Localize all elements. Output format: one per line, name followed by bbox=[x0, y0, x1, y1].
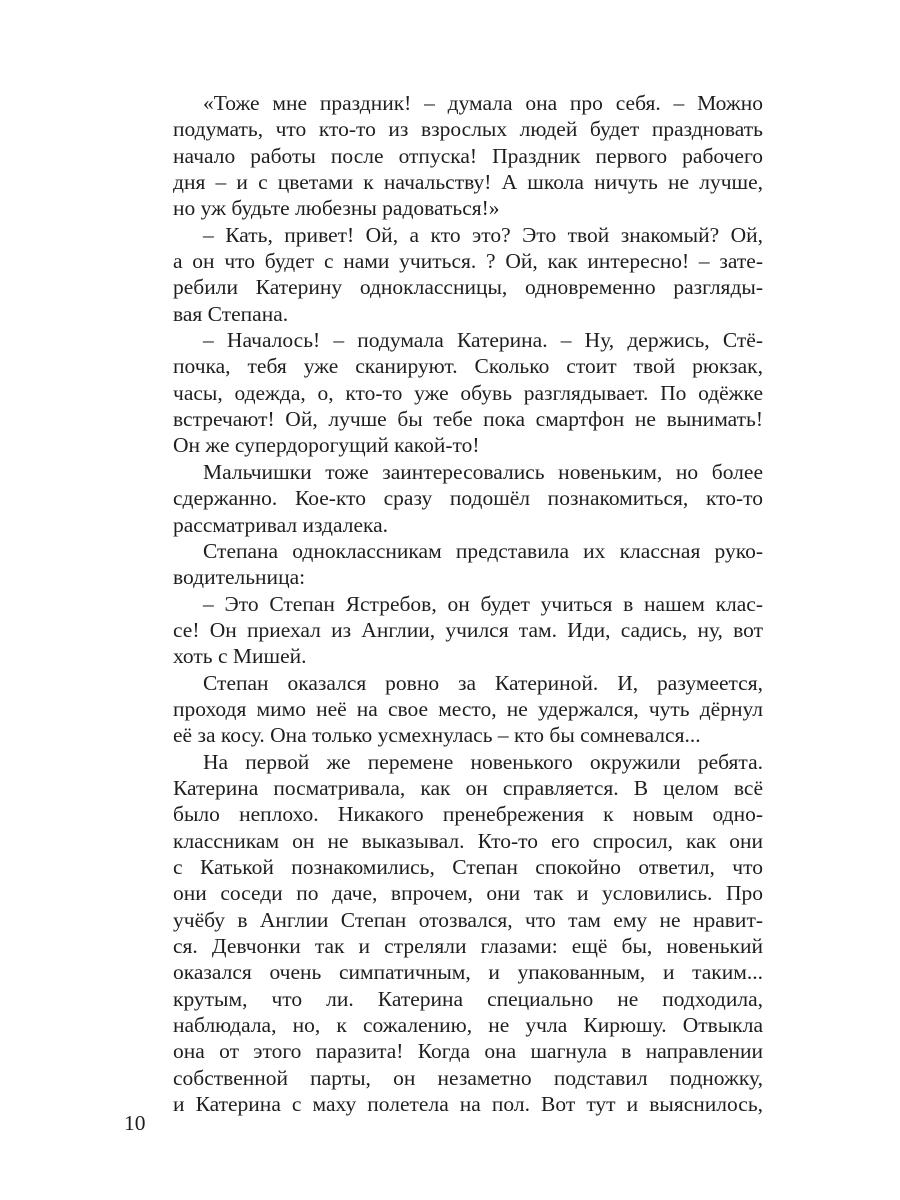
text-line: с Катькой познакомились, Степан спокойно ответил, что bbox=[173, 854, 763, 879]
text-line: хоть с Мишей. bbox=[173, 644, 307, 669]
text-line: начало работы после отпуска! Праздник первого рабочего bbox=[173, 143, 763, 168]
paragraph-first-line: – Началось! – подумала Катерина. – Ну, держись, Стё- bbox=[203, 328, 763, 353]
text-line: собственной парты, он незаметно подставил подножку, bbox=[173, 1065, 763, 1090]
text-line: се! Он приехал из Англии, учился там. Иди, садись, ну, вот bbox=[173, 617, 763, 642]
text-line: ся. Девчонки так и стреляли глазами: ещё бы, новенький bbox=[173, 934, 763, 958]
text-line: оказался очень симпатичным, и упакованным, и таким... bbox=[173, 960, 763, 985]
text-line: рассматривал издалека. bbox=[173, 512, 389, 537]
text-line: было неплохо. Никакого пренебрежения к новым одно- bbox=[173, 802, 763, 827]
text-line: подумать, что кто-то из взрослых людей будет праздновать bbox=[173, 117, 763, 142]
text-line: часы, одежда, о, кто-то уже обувь разглядывает. По одёжке bbox=[173, 380, 763, 405]
paragraph-first-line: Степана одноклассникам представила их классная руко- bbox=[203, 538, 763, 563]
page-number: 10 bbox=[124, 1111, 146, 1135]
text-line: но уж будьте любезны радоваться!» bbox=[173, 196, 500, 221]
text-line: и Катерина с маху полетела на пол. Вот тут и выяснилось, bbox=[173, 1092, 763, 1117]
paragraph-first-line: Мальчишки тоже заинтересовались новеньким, но более bbox=[203, 459, 763, 484]
paragraph-first-line: «Тоже мне праздник! – думала она про себя. – Можно bbox=[203, 91, 763, 115]
text-line: вая Степана. bbox=[173, 301, 289, 326]
body-text bbox=[173, 90, 763, 1117]
text-line: а он что будет с нами учиться. ? Ой, как интересно! – зате- bbox=[173, 249, 763, 274]
text-line: учёбу в Англии Степан отозвался, что там ему не нравит- bbox=[173, 907, 763, 932]
text-line: проходя мимо неё на свое место, не удержался, чуть дёрнул bbox=[173, 696, 763, 721]
text-line: почка, тебя уже сканируют. Сколько стоит твой рюкзак, bbox=[173, 354, 763, 379]
paragraph-first-line: – Кать, привет! Ой, а кто это? Это твой знакомый? Ой, bbox=[203, 222, 763, 247]
text-line: она от этого паразита! Когда она шагнула в направлении bbox=[173, 1039, 763, 1064]
text-line: Катерина посматривала, как он справляется. В целом всё bbox=[173, 775, 763, 800]
text-line: сдержанно. Кое-кто сразу подошёл познакомиться, кто-то bbox=[173, 486, 763, 511]
text-line: дня – и с цветами к начальству! А школа ничуть не лучше, bbox=[173, 170, 763, 195]
text-line: наблюдала, но, к сожалению, не учла Кирюшу. Отвыкла bbox=[173, 1013, 763, 1038]
text-line: встречают! Ой, лучше бы тебе пока смартфон не вынимать! bbox=[173, 407, 763, 432]
text-line: они соседи по даче, впрочем, они так и условились. Про bbox=[173, 881, 763, 906]
text-line: ребили Катерину одноклассницы, одновременно разгляды- bbox=[173, 275, 763, 300]
paragraph-first-line: На первой же перемене новенького окружили ребята. bbox=[203, 749, 763, 774]
text-line: её за косу. Она только усмехнулась – кто бы сомневался... bbox=[173, 723, 701, 748]
text-line: крутым, что ли. Катерина специально не подходила, bbox=[173, 986, 763, 1011]
paragraph-first-line: Степан оказался ровно за Катериной. И, разумеется, bbox=[203, 670, 763, 695]
paragraph-first-line: – Это Степан Ястребов, он будет учиться в нашем клас- bbox=[203, 591, 763, 616]
text-line: водительница: bbox=[173, 565, 306, 590]
text-line: классникам он не выказывал. Кто-то его спросил, как они bbox=[173, 828, 763, 853]
text-line: Он же супердорогущий какой-то! bbox=[173, 433, 480, 458]
